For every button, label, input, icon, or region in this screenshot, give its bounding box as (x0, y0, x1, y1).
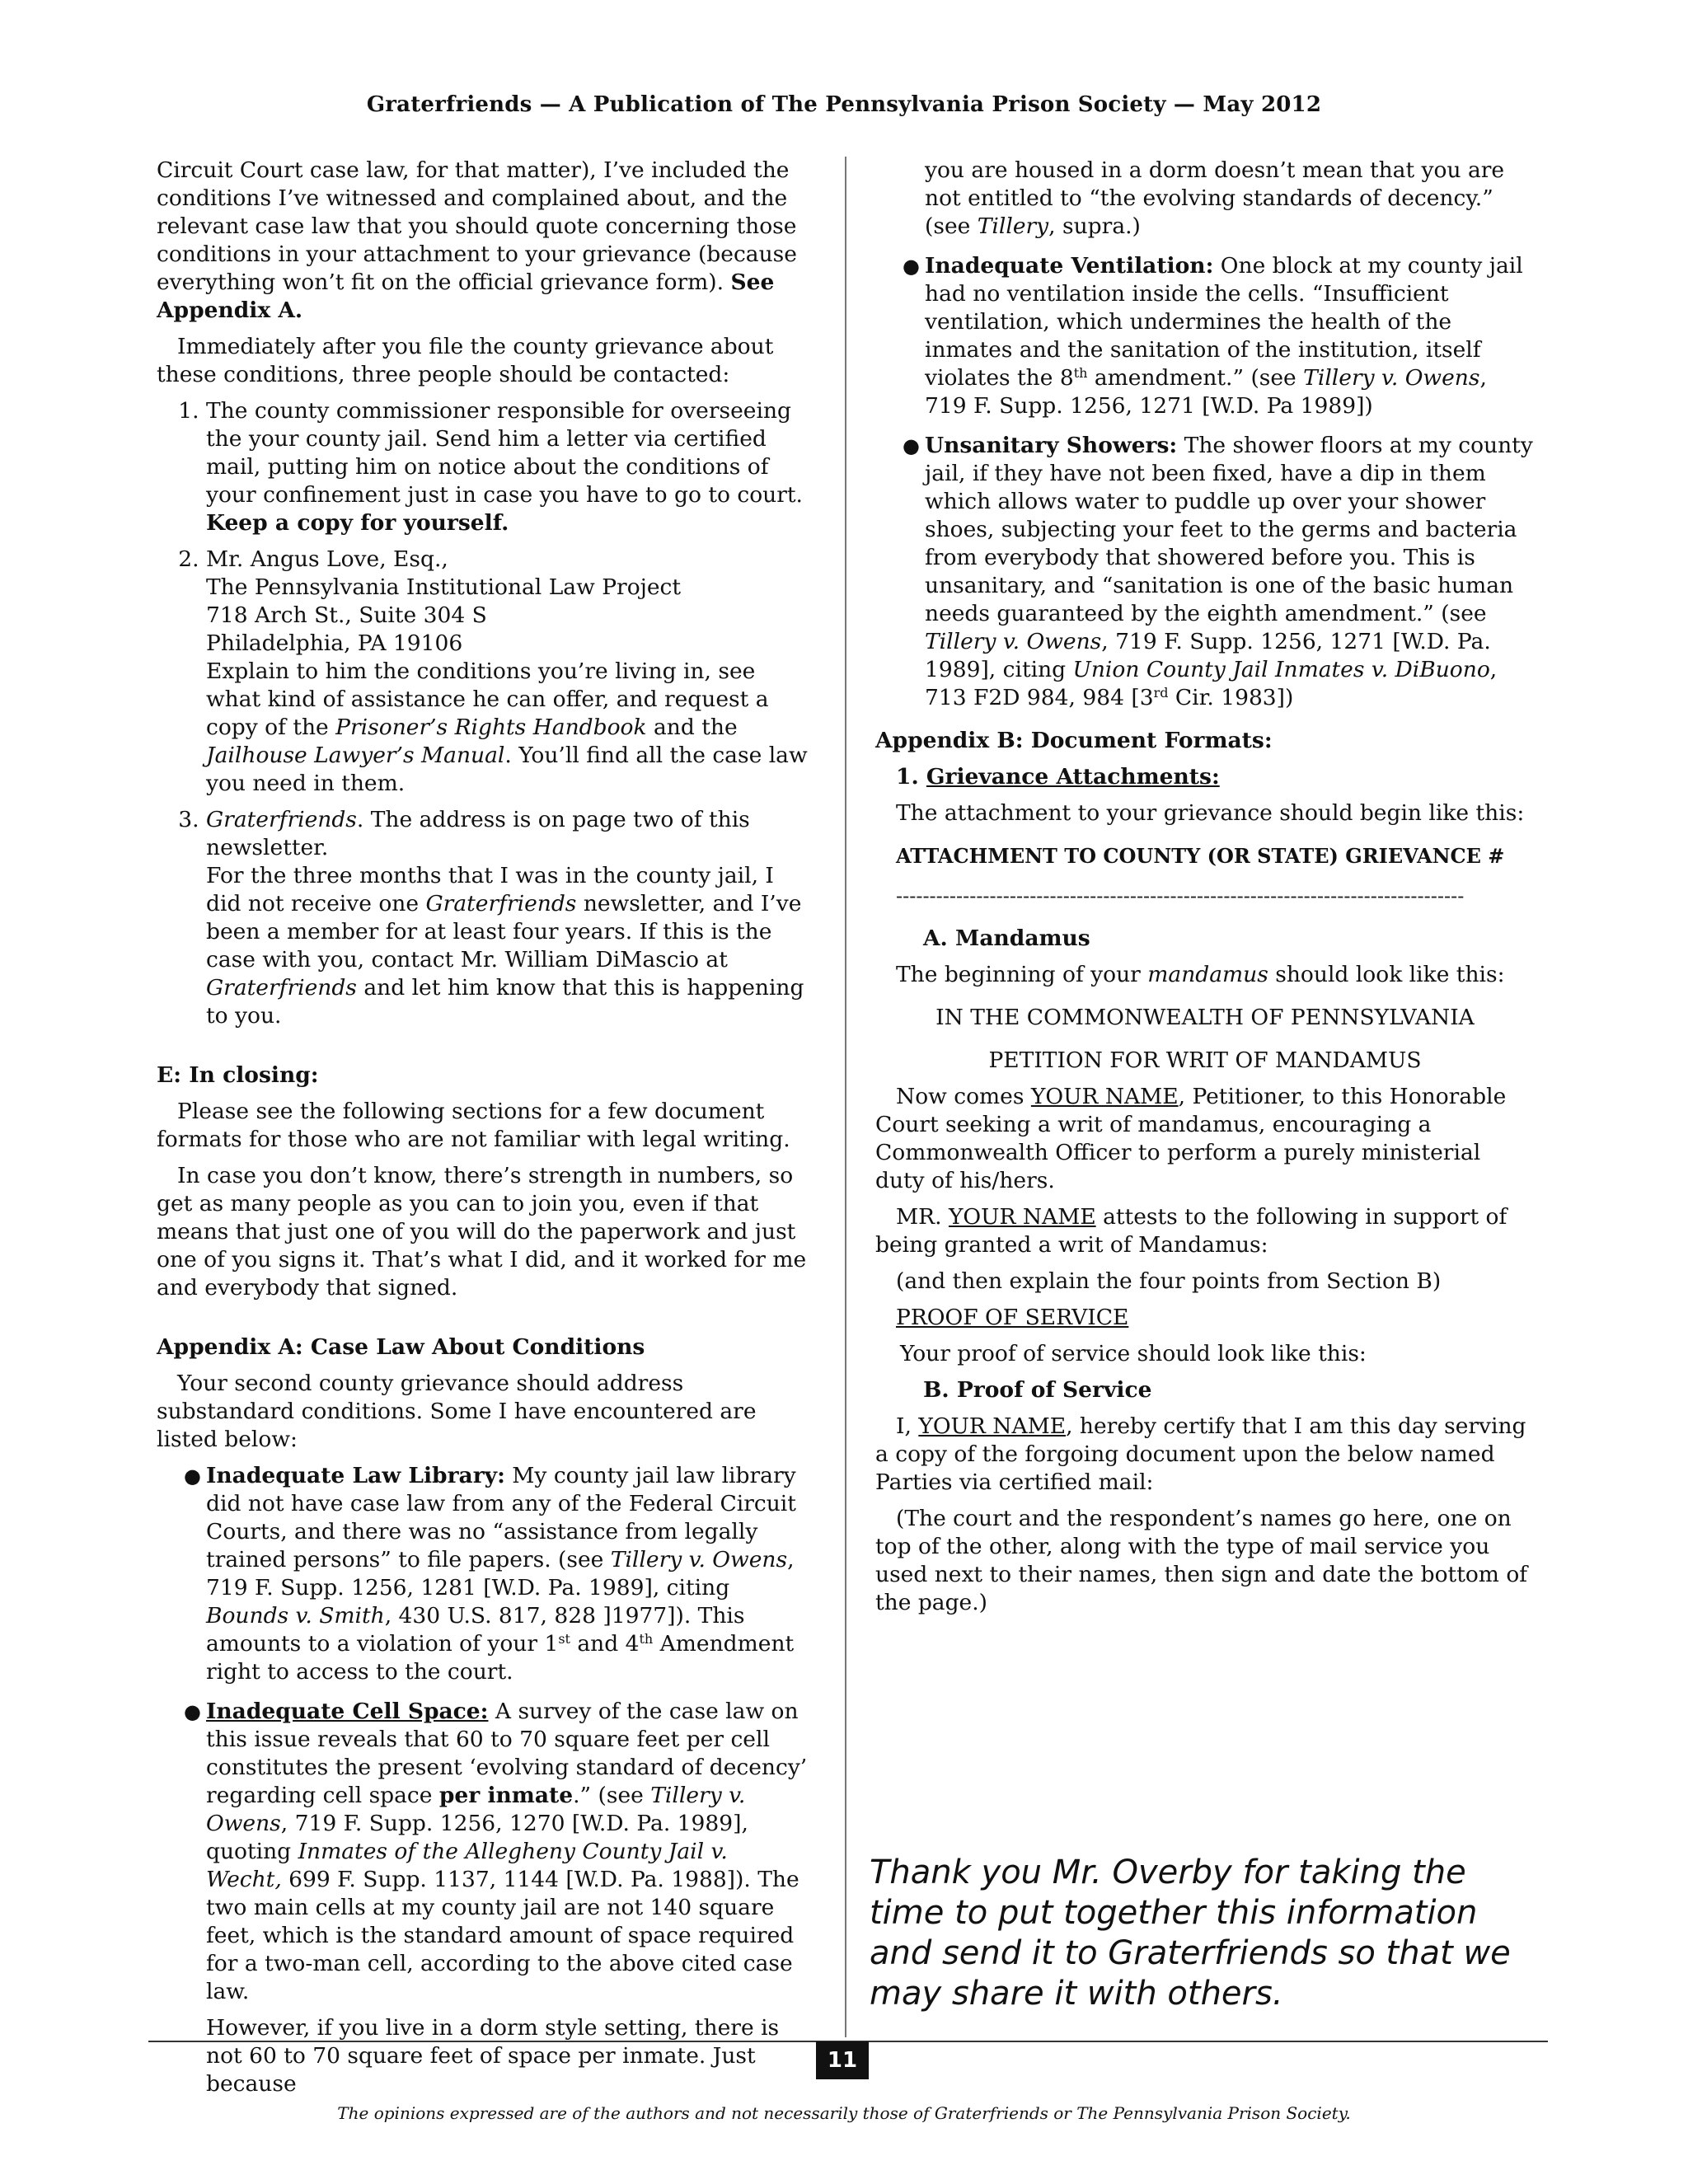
address-line: Philadelphia, PA 19106 (206, 630, 463, 656)
conditions-list (157, 1462, 808, 2098)
contact-list (157, 397, 808, 1030)
contact-intro: Immediately after you file the county grievance about these conditions, three people should be contacted: (157, 334, 774, 387)
court-names-paragraph: (The court and the respondent’s names go here, one on top of the other, along with the type of mail service you used next to their names, then sign and date the bottom of the page.) (875, 1506, 1528, 1615)
list-item: ● Inadequate Law Library: My county jail law library did not have case law from any of the Federal Circuit Courts, and there was no “assistance from legally trained persons” to file papers. (see Tillery v. Owens, 719 F. Supp. 1256, 1281 [W.D. Pa. 1989], citing Bounds v. Smith, 430 U.S. 817, 828 ]1977]). This amounts to a violation of your 1st and 4th Amendment right to access to the court. (184, 1463, 796, 1685)
bullet-icon: ● (184, 1700, 201, 1723)
address-line: 718 Arch St., Suite 304 S (206, 602, 487, 628)
closing-paragraph: Please see the following sections for a few document formats for those who are not familiar with legal writing. (157, 1099, 790, 1152)
left-column (157, 157, 808, 2110)
subsection-heading: 1. Grievance Attachments: (896, 764, 1220, 790)
intro-paragraph: Circuit Court case law, for that matter), I’ve included the conditions I’ve witnessed and complained about, and the relevant case law that you should quote concerning those conditions in your attachment to your grievance (because everything won’t fit on the official grievance form). See Appendix A. (157, 157, 797, 323)
closing-paragraph: In case you don’t know, there’s strength in numbers, so get as many people as you can to join you, even if that means that just one of you will do the paperwork and just one of you signs it. That’s what I did, and it worked for me and everybody that signed. (157, 1163, 807, 1301)
page-number: 11 (816, 2041, 869, 2079)
list-item: 1. The county commissioner responsible for overseeing the your county jail. Send him a letter via certified mail, putting him on notice about the conditions of your confinement just in case you have to go to court. Keep a copy for yourself. (206, 397, 808, 537)
bullet-icon: ● (184, 1465, 201, 1488)
now-comes-paragraph: Now comes YOUR NAME, Petitioner, to this Honorable Court seeking a writ of mandamus, encouraging a Commonwealth Officer to perform a purely ministerial duty of his/hers. (875, 1084, 1507, 1193)
cell-space-paragraph: However, if you live in a dorm style setting, there is not 60 to 70 square feet of space per inmate. Just because (206, 2015, 780, 2097)
proof-intro: Your proof of service should look like this: (900, 1341, 1367, 1366)
column-divider (845, 157, 846, 2037)
bullet-icon: ● (903, 255, 920, 278)
list-item: 3. Graterfriends. The address is on page two of this newsletter. For the three months that I was in the county jail, I did not receive one Graterfriends newsletter, and I’ve been a member for at least four years. If this is the case with you, contact Mr. William DiMascio at Graterfriends and let him know that this is happening to you. (206, 806, 808, 1030)
thank-you-note: Thank you Mr. Overby for taking the time to put together this information and send it to Graterfriends so that we may share it with others. (870, 1854, 1511, 2013)
footer-disclaimer: The opinions expressed are of the authors and not necessarily those of Graterfriends or The Pennsylvania Prison Society. (337, 2103, 1351, 2123)
address-line: The Pennsylvania Institutional Law Project (206, 574, 682, 600)
list-item: ● Unsanitary Showers: The shower floors at my county jail, if they have not been fixed, have a dip in them which allows water to puddle up over your shower shoes, subjecting your feet to the germs and bacteria from everybody that showered before you. This is unsanitary, and “sanitation is one of the basic human needs guaranteed by the eighth amendment.” (see Tillery v. Owens, 719 F. Supp. 1256, 1271 [W.D. Pa. 1989], citing Union County Jail Inmates v. DiBuono, 713 F2D 984, 984 [3rd Cir. 1983]) (903, 433, 1533, 710)
mandamus-heading: A. Mandamus (923, 926, 1090, 951)
attachment-intro: The attachment to your grievance should begin like this: (896, 800, 1525, 826)
court-line: IN THE COMMONWEALTH OF PENNSYLVANIA (935, 1005, 1475, 1030)
list-item: ● Inadequate Ventilation: One block at my county jail had no ventilation inside the cells. “Insufficient ventilation, which undermines the health of the inmates and the sanitation of the institution, itself violates the 8th amendment.” (see Tillery v. Owens, 719 F. Supp. 1256, 1271 [W.D. Pa 1989]) (903, 253, 1523, 419)
proof-of-service-label: PROOF OF SERVICE (896, 1305, 1129, 1330)
attachment-title: ATTACHMENT TO COUNTY (OR STATE) GRIEVANCE # (896, 844, 1505, 868)
certify-paragraph: I, YOUR NAME, hereby certify that I am this day serving a copy of the forgoing document upon the below named Parties via certified mail: (875, 1413, 1526, 1495)
conditions-list-continued (875, 157, 1535, 712)
bullet-icon: ● (903, 434, 920, 457)
section-heading-closing: E: In closing: (157, 1062, 319, 1088)
list-item: you are housed in a dorm doesn’t mean that you are not entitled to “the evolving standards of decency.” (see Tillery, supra.) (925, 157, 1505, 239)
proof-heading: B. Proof of Service (923, 1377, 1152, 1403)
section-heading-appendix-a: Appendix A: Case Law About Conditions (157, 1334, 645, 1360)
section-heading-appendix-b: Appendix B: Document Formats: (875, 728, 1273, 753)
list-item: ● Inadequate Cell Space: A survey of the case law on this issue reveals that 60 to 70 square feet per cell constitutes the present ‘evolving standard of decency’ regarding cell space per inmate.” (see Tillery v. Owens, 719 F. Supp. 1256, 1270 [W.D. Pa. 1989], quoting Inmates of the Allegheny County Jail v. Wecht, 699 F. Supp. 1137, 1144 [W.D. Pa. 1988]). The two main cells at my county jail are not 140 square feet, which is the standard amount of space required for a two-man cell, according to the above cited case law. However, if you live in a dorm style setting, there is not 60 to 70 square feet of space per inmate. Just because (184, 1699, 808, 2097)
address-line: Mr. Angus Love, Esq., (206, 546, 448, 572)
dashed-divider: ------------------------------------------------------------------------------------- (896, 884, 1465, 907)
petition-line: PETITION FOR WRIT OF MANDAMUS (988, 1047, 1422, 1073)
page-header: Graterfriends — A Publication of The Pennsylvania Prison Society — May 2012 (366, 92, 1322, 117)
explain-line: (and then explain the four points from Section B) (896, 1268, 1442, 1294)
list-item: 2. Mr. Angus Love, Esq., The Pennsylvania Institutional Law Project 718 Arch St., Suite 304 S Philadelphia, PA 19106 Explain to him the conditions you’re living in, see what kind of assistance he can offer, and request a copy of the Prisoner’s Rights Handbook and the Jailhouse Lawyer’s Manual. You’ll find all the case law you need in them. (206, 546, 808, 798)
mandamus-intro: The beginning of your mandamus should look like this: (896, 962, 1505, 987)
right-column (875, 157, 1535, 1625)
attests-paragraph: MR. YOUR NAME attests to the following in support of being granted a writ of Mandamus: (875, 1204, 1507, 1258)
appendix-a-intro: Your second county grievance should address substandard conditions. Some I have encountered are listed below: (157, 1371, 757, 1452)
